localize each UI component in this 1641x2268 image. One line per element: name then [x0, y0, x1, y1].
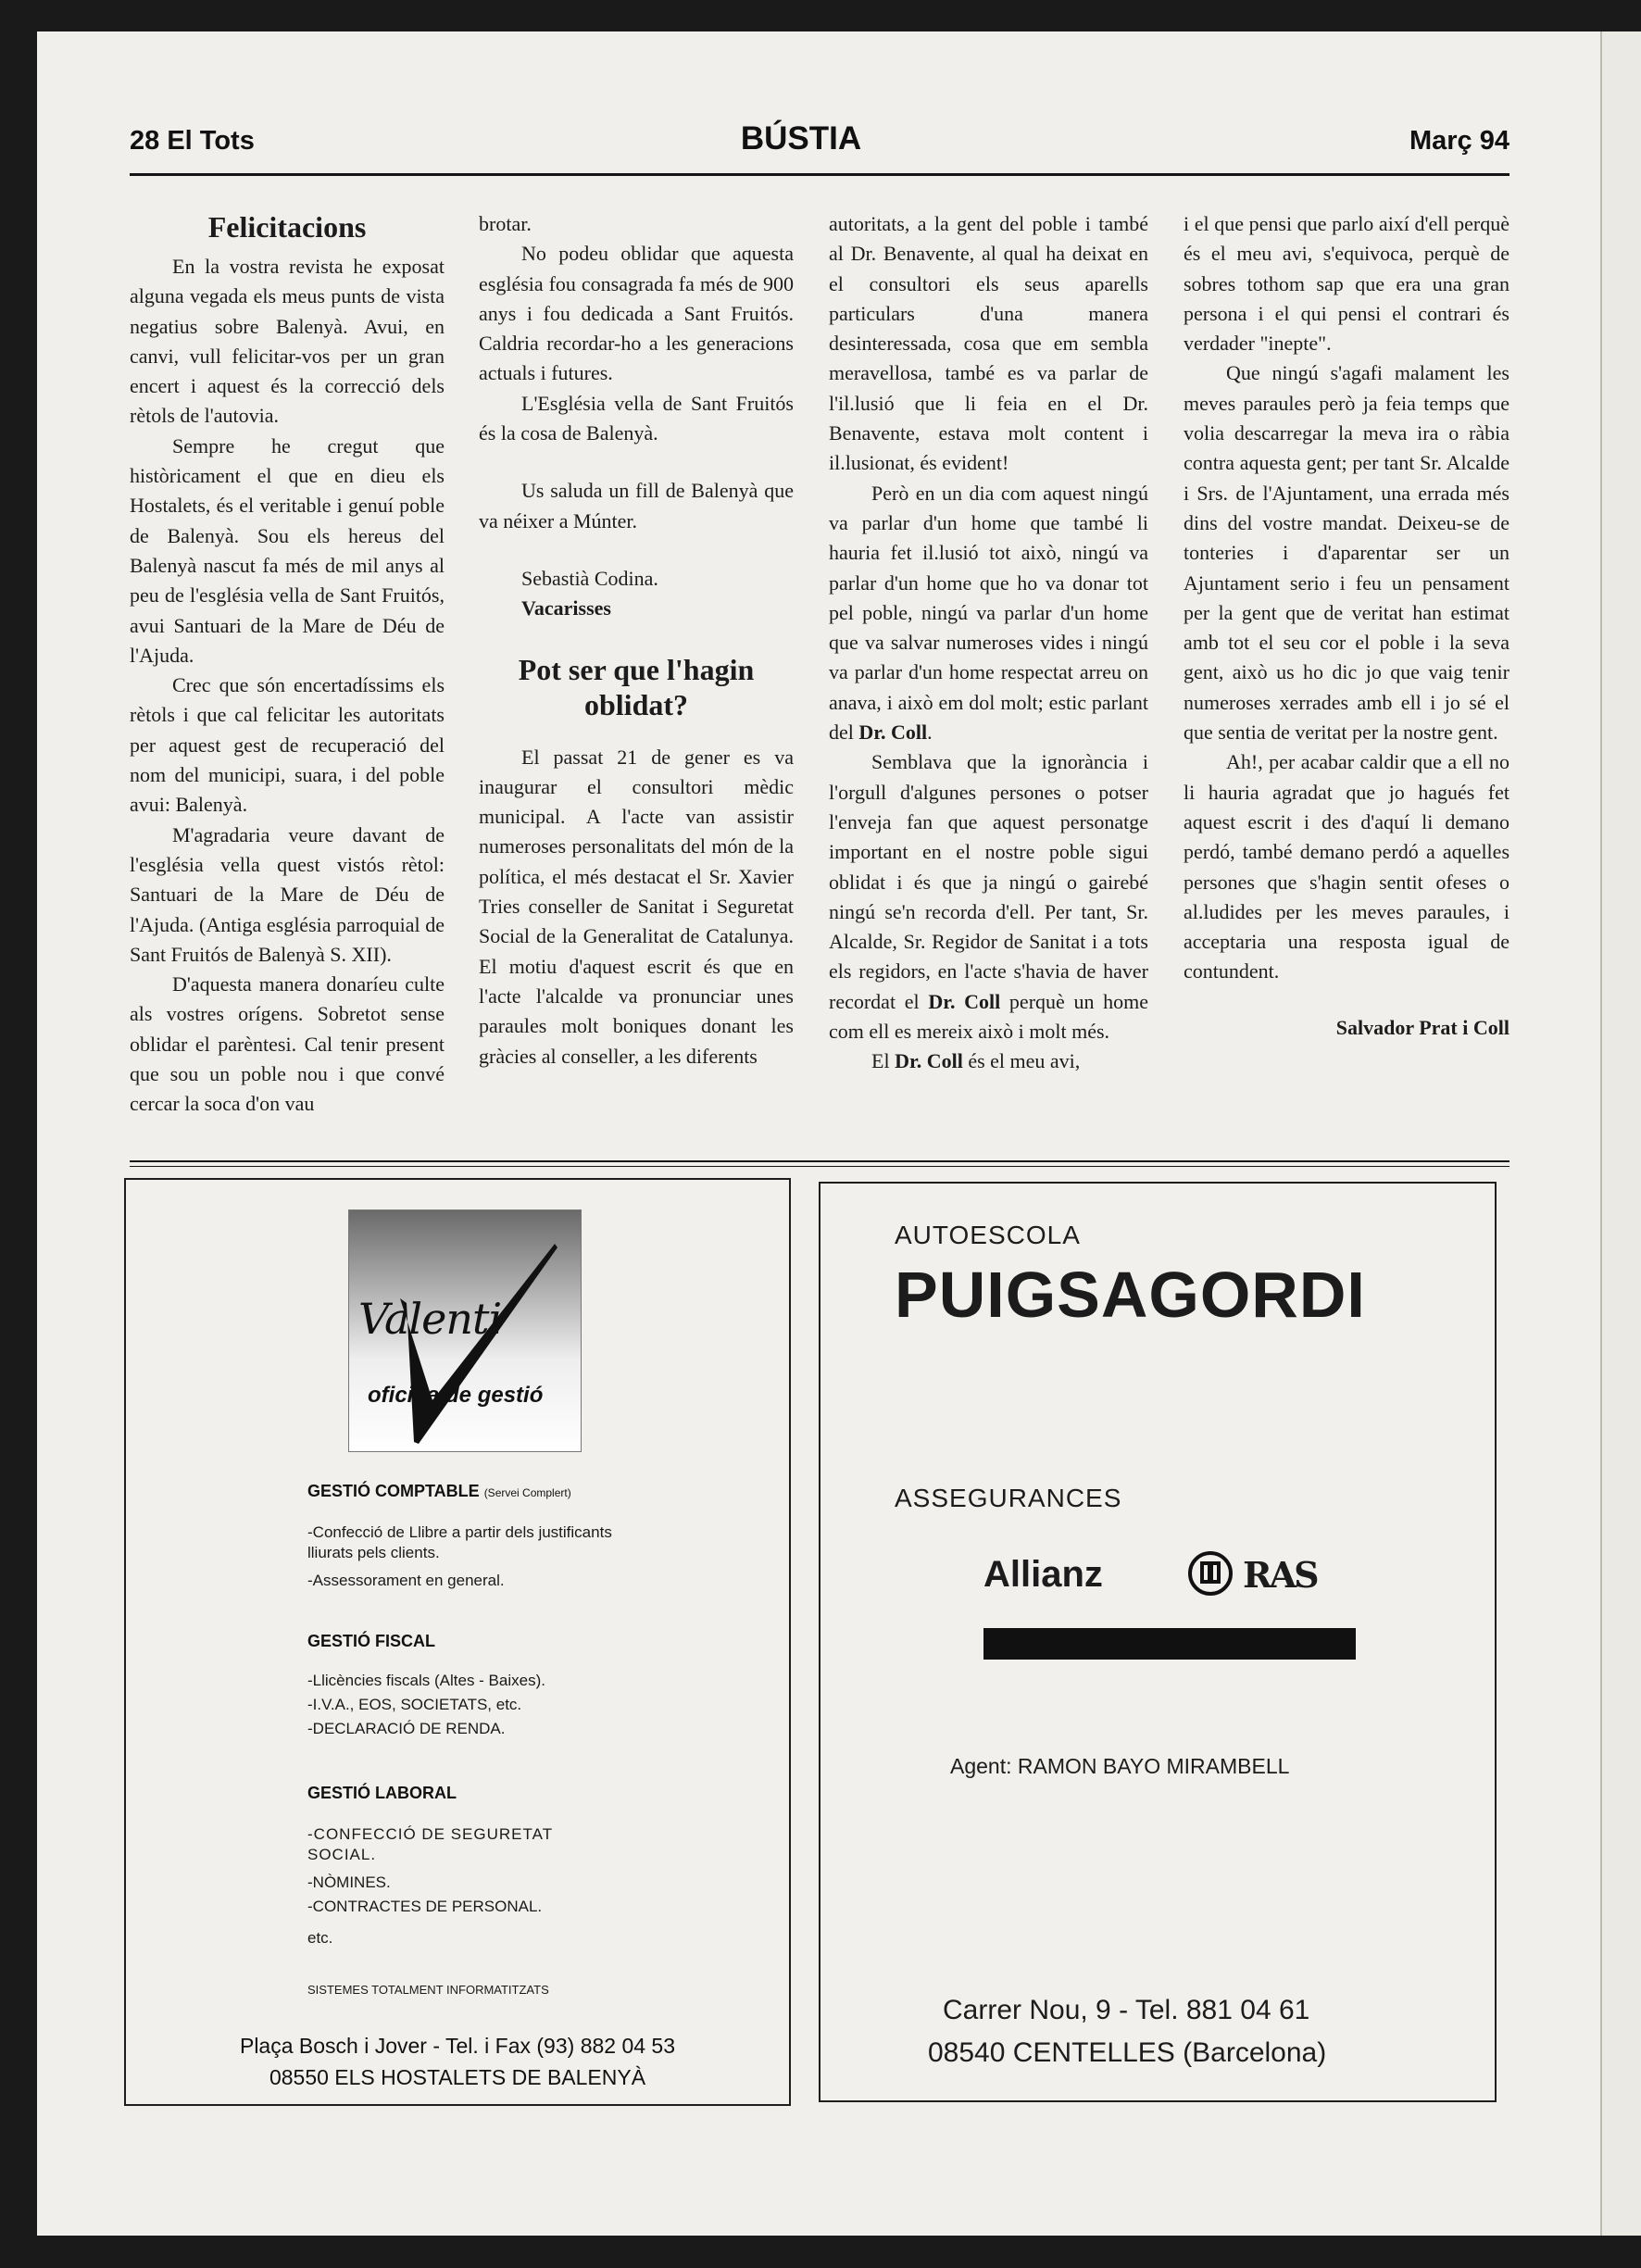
text: Però en un dia com aquest ningú va parlar d'un home que també li hauria fet il.lusió tot això, ningú va parlar d'un home que ho va donar tot pel poble, ningú va parlar d'un home que va salvar numeroses vides i ningú va parlar d'un home respectat arreu on anava, i això em dol molt; estic parlant del — [829, 481, 1148, 745]
list-item: -Confecció de Llibre a partir dels justificants lliurats pels clients. — [307, 1523, 612, 1561]
paragraph — [829, 1046, 1148, 1076]
ad-puigsagordi — [819, 1182, 1497, 2102]
paragraph: i el que pensi que parlo així d'ell perquè és el meu avi, s'equivoca, perquè de sobres tothom sap que era una gran persona i el qui pensi el contrari és verdader "inepte". — [1184, 212, 1509, 356]
paragraph: M'agradaria veure davant de l'església vella quest vistós rètol: Santuari de la Mare de Déu de l'Ajuda. (Antiga església parroquial de Sant Fruitós de Balenyà S. XII). — [130, 822, 445, 966]
paragraph — [829, 747, 1148, 1046]
header-rule — [130, 173, 1509, 176]
section-title-text: GESTIÓ COMPTABLE — [307, 1482, 480, 1500]
paragraph-continued: brotar. — [479, 212, 532, 235]
name-dr-coll: Dr. Coll — [928, 989, 1001, 1013]
insurer-name: Allianz — [983, 1554, 1103, 1595]
ads-separator-thin — [130, 1166, 1509, 1167]
ras-logo: RAS — [1243, 1554, 1317, 1596]
article-title-felicitacions: Felicitacions — [207, 210, 367, 244]
ad-valenti — [124, 1178, 791, 2106]
section-gestio-fiscal: GESTIÓ FISCAL — [307, 1632, 436, 1650]
list-item: -Assessorament en general. — [307, 1572, 505, 1589]
valenti-logo — [348, 1209, 582, 1452]
list-item: -NÒMINES. — [307, 1873, 391, 1891]
paragraph: Us saluda un fill de Balenyà que va néixer a Múnter. — [479, 479, 794, 533]
column-4 — [1184, 209, 1509, 1043]
paragraph: El passat 21 de gener es va inaugurar el consultori mèdic municipal. A l'acte van assistir numeroses personalitats del món de la política, el més destacat el Sr. Xavier Tries conseller de Sanitat i Seguretat Social de la Generalitat de Catalunya. El motiu d'aquest escrit és que en l'acte l'alcalde va pronunciar unes paraules molt boniques donant les gràcies al conseller, a les diferents — [479, 745, 794, 1068]
text: és el meu avi, — [962, 1049, 1081, 1073]
text: perquè un home com ell es mereix això i molt més. — [829, 989, 1149, 1044]
address-line-2: 08540 CENTELLES (Barcelona) — [928, 2037, 1327, 2068]
ads-separator — [130, 1160, 1509, 1162]
paragraph: Que ningú s'agafi malament les meves paraules però ja feia temps que volia descarregar la meva ira o ràbia contra aquesta gent; per tant Sr. Alcalde i Srs. de l'Ajuntament, una errada més dins del vostre mandat. Deixeu-se de tonteries i d'aparentar ser un Ajuntament serio i feu un pensament per la gent que de veritat han estimat amb tot el seu cor el poble i la seva gent, això us ho dic jo que vaig tenir numeroses xerrades amb ell i jo sé el que sentia de veritat per la nostre gent. — [1184, 361, 1509, 745]
logo-text: Valenti — [358, 1294, 502, 1344]
section-gestio-comptable — [307, 1482, 571, 1501]
article-title-oblidat: Pot ser que l'hagin oblidat? — [518, 652, 755, 721]
text: Semblava que la ignorància i l'orgull d'algunes persones o potser l'enveja fan que aquest personatge important en el nostre poble sigui oblidat i és que ja ningú o gairebé ningú se'n recorda d'ell. Per tant, Sr. Alcalde, Sr. Regidor de Sanitat i a tots els regidors, en l'acte s'havia de haver recordat el — [829, 750, 1148, 1013]
logo-subtitle: oficina de gestió — [368, 1383, 544, 1408]
paragraph: Ah!, per acabar caldir que a ell no li hauria agradat que jo hagués fet aquest escrit i des d'aquí li demano perdó, també demano perdó a aquelles persones que s'hagin sentit ofeses o al.ludides per les meves paraules, i acceptaria una resposta igual de contundent. — [1184, 750, 1509, 984]
paragraph: L'Església vella de Sant Fruitós és la cosa de Balenyà. — [479, 391, 794, 445]
paragraph: autoritats, a la gent del poble i també al Dr. Benavente, al qual ha deixat en el consultori els seus aparells particulars d'una manera desinteressada, cosa que em sembla meravellosa, també es va parlar de l'il.lusió que li feia en el Dr. Benavente, estava molt content i il.lusionat, és evident! — [829, 212, 1148, 475]
agent-line: Agent: RAMON BAYO MIRAMBELL — [950, 1754, 1290, 1778]
column-3 — [829, 209, 1148, 1077]
page-number: 28 El Tots — [130, 126, 255, 156]
address-line-1: Carrer Nou, 9 - Tel. 881 04 61 — [943, 1995, 1310, 2025]
text: El — [871, 1049, 890, 1073]
system-note: SISTEMES TOTALMENT INFORMATITZATS — [307, 1983, 549, 1997]
paragraph: En la vostra revista he exposat alguna vegada els meus punts de vista negatius sobre Balenyà. Avui, en canvi, vull felicitar-vos per un gran encert i aquest és la correcció dels rètols de l'autovia. — [130, 255, 445, 428]
list-item: -CONFECCIÓ DE SEGURETAT SOCIAL. — [307, 1825, 553, 1863]
section-note: (Servei Complert) — [483, 1486, 571, 1499]
brand-name: PUIGSAGORDI — [895, 1259, 1366, 1331]
list-item: -Llicències fiscals (Altes - Baixes). — [307, 1672, 545, 1689]
paragraph: No podeu oblidar que aquesta església fou consagrada fa més de 900 anys i fou dedicada a Sant Fruitós. Caldria recordar-ho a les generacions actuals i futures. — [479, 242, 794, 385]
black-bar — [983, 1628, 1356, 1660]
address-line-1: Plaça Bosch i Jover - Tel. i Fax (93) 882 04 53 — [239, 2034, 676, 2058]
name-dr-coll: Dr. Coll — [858, 720, 928, 745]
list-item: -CONTRACTES DE PERSONAL. — [307, 1898, 543, 1915]
paragraph: Sempre he cregut que històricament el que en dieu els Hostalets, és el veritable i genuí poble de Balenyà. Sou els hereus del Balenyà nascut fa més de mil anys al peu de l'església vella de Sant Fruitós, avui Santuari de la Mare de Déu de l'Ajuda. — [130, 433, 445, 667]
list-item: -DECLARACIÓ DE RENDA. — [307, 1720, 506, 1737]
next-page-edge — [1600, 31, 1641, 2236]
name-dr-coll: Dr. Coll — [895, 1049, 963, 1073]
address-line-2: 08550 ELS HOSTALETS DE BALENYÀ — [269, 2065, 646, 2089]
signature-name: Sebastià Codina. — [521, 566, 658, 590]
allianz-eagle-icon — [1187, 1550, 1234, 1597]
paragraph: Crec que són encertadíssims els rètols i que cal felicitar les autoritats per aquest gest de recuperació del nom del municipi, suara, i del poble avui: Balenyà. — [130, 673, 445, 817]
page-header — [93, 93, 1509, 176]
autoescola-label: AUTOESCOLA — [895, 1221, 1081, 1249]
issue-date: Març 94 — [1409, 126, 1509, 156]
column-2 — [479, 209, 794, 1071]
signature: Salvador Prat i Coll — [1335, 1015, 1509, 1039]
assegurances-label: ASSEGURANCES — [895, 1484, 1122, 1512]
section-title: BÚSTIA — [740, 120, 862, 157]
list-item: -I.V.A., EOS, SOCIETATS, etc. — [307, 1696, 522, 1713]
paragraph — [829, 479, 1148, 748]
text: . — [927, 720, 933, 745]
section-gestio-laboral: GESTIÓ LABORAL — [307, 1784, 457, 1802]
list-item: etc. — [307, 1929, 333, 1947]
paragraph: D'aquesta manera donaríeu culte als vostres orígens. Sobretot sense oblidar el parèntesi. Cal tenir present que sou un poble nou i que convé cercar la soca d'on vau — [130, 972, 445, 1116]
signature-place: Vacarisses — [521, 596, 611, 620]
column-1 — [130, 209, 445, 1120]
